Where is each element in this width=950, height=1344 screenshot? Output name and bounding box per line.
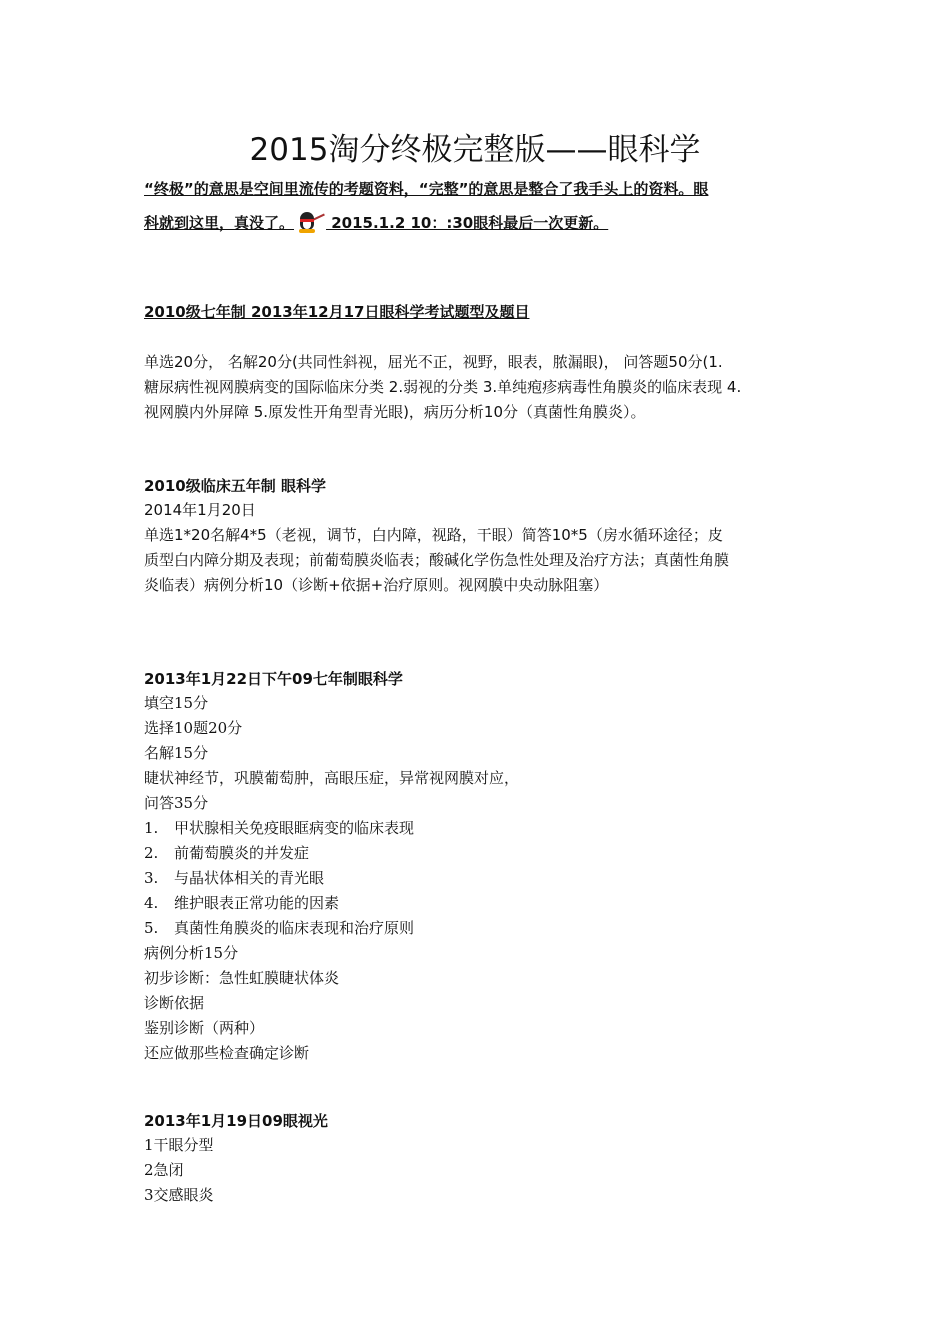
document-title: 2015淘分终极完整版——眼科学: [249, 132, 701, 168]
section3-line: 睫状神经节，巩膜葡萄肿，高眼压症，异常视网膜对应，: [144, 769, 520, 787]
section4-line: 1干眼分型: [144, 1136, 214, 1154]
numbered-item: 4. 维护眼表正常功能的因素: [144, 894, 340, 912]
section2-line: 单选1*20名解4*5（老视，调节，白内障，视路，干眼）简答10*5（房水循环途径；皮: [144, 526, 723, 544]
section3-body: [144, 691, 804, 1066]
section2-line: 炎临表）病例分析10（诊断+依据+治疗原则。视网膜中央动脉阻塞）: [144, 576, 609, 594]
section1-heading: 2010级七年制 2013年12月17日眼科学考试题型及题目: [144, 303, 530, 321]
qq-penguin-emoticon-icon: [296, 210, 324, 234]
numbered-item: 5. 真菌性角膜炎的临床表现和治疗原则: [144, 919, 415, 937]
section2-body: [144, 498, 804, 598]
section3-line: 初步诊断：急性虹膜睫状体炎: [144, 969, 340, 987]
section4-line: 2急闭: [144, 1161, 184, 1179]
intro-line-2-end: 2015.1.2 10：:30眼科最后一次更新。: [326, 214, 609, 232]
section1-line: 视网膜内外屏障 5.原发性开角型青光眼)，病历分析10分（真菌性角膜炎）。: [144, 403, 646, 421]
section1-line: 单选20分， 名解20分(共同性斜视，屈光不正，视野，眼表，脓漏眼)， 问答题50分(1.: [144, 353, 723, 371]
section3-line: 问答35分: [144, 794, 209, 812]
section4-line: 3交感眼炎: [144, 1186, 214, 1204]
section3-line: 鉴别诊断（两种）: [144, 1019, 265, 1037]
intro-line-2-start: 科就到这里，真没了。: [144, 214, 295, 232]
intro-line-2: [144, 210, 804, 234]
section2-date: 2014年1月20日: [144, 501, 256, 519]
section4-heading: 2013年1月19日09眼视光: [144, 1112, 328, 1130]
section1-body: [144, 350, 804, 425]
section3-line: 选择10题20分: [144, 719, 243, 737]
section3-heading: 2013年1月22日下午09七年制眼科学: [144, 670, 403, 688]
intro-line-1: “终极”的意思是空间里流传的考题资料，“完整”的意思是整合了我手头上的资料。眼: [144, 180, 709, 198]
section4-body: [144, 1133, 804, 1208]
section1-line: 糖尿病性视网膜病变的国际临床分类 2.弱视的分类 3.单纯疱疹病毒性角膜炎的临床表现 4.: [144, 378, 742, 396]
section2-line: 质型白内障分期及表现；前葡萄膜炎临表；酸碱化学伤急性处理及治疗方法；真菌性角膜: [144, 551, 730, 569]
section3-line: 填空15分: [144, 694, 209, 712]
numbered-item: 1. 甲状腺相关免疫眼眶病变的临床表现: [144, 819, 415, 837]
section3-line: 诊断依据: [144, 994, 205, 1012]
numbered-item: 2. 前葡萄膜炎的并发症: [144, 844, 310, 862]
section3-line: 名解15分: [144, 744, 209, 762]
numbered-item: 3. 与晶状体相关的青光眼: [144, 869, 325, 887]
section3-line: 病例分析15分: [144, 944, 239, 962]
section2-heading: 2010级临床五年制 眼科学: [144, 477, 326, 495]
section3-line: 还应做那些检查确定诊断: [144, 1044, 310, 1062]
